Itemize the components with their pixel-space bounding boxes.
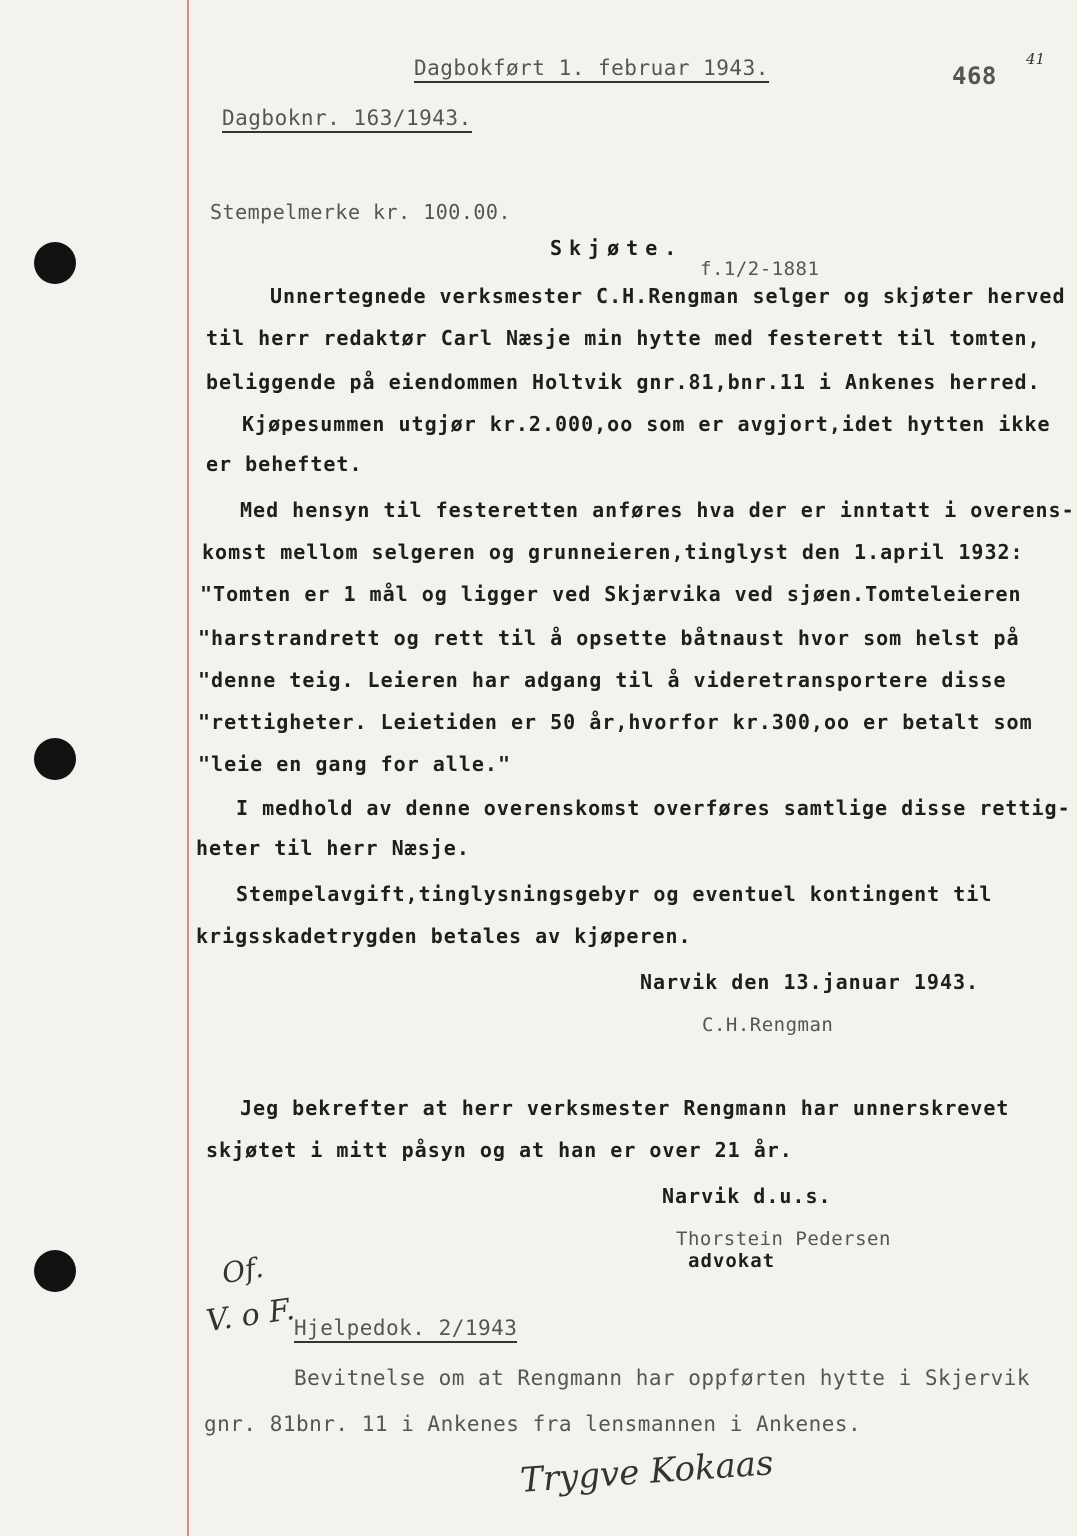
body-line: Stempelavgift,tinglysningsgebyr og eventuel kontingent til	[236, 882, 993, 906]
body-line: komst mellom selgeren og grunneieren,tinglyst den 1.april 1932:	[202, 540, 1024, 564]
confirm-place: Narvik d.u.s.	[662, 1184, 832, 1208]
body-line: I medhold av denne overenskomst overføres samtlige disse rettig-	[236, 796, 1071, 820]
body-line: beliggende på eiendommen Holtvik gnr.81,bnr.11 i Ankenes herred.	[206, 370, 1041, 394]
body-line: heter til herr Næsje.	[196, 836, 470, 860]
body-line: "denne teig. Leieren har adgang til å videretransportere disse	[198, 668, 1007, 692]
confirm-line: Jeg bekrefter at herr verksmester Rengmann har unnerskrevet	[240, 1096, 1010, 1120]
margin-line	[187, 0, 189, 1536]
aux-line: Bevitnelse om at Rengmann har oppførten hytte i Skjervik	[294, 1366, 1031, 1390]
body-line: Unnertegnede verksmester C.H.Rengman selger og skjøter herved	[270, 284, 1066, 308]
seller-name: C.H.Rengman	[702, 1014, 834, 1036]
aux-document-number: Hjelpedok. 2/1943	[294, 1316, 517, 1343]
body-line: "Tomten er 1 mål og ligger ved Skjærvika ved sjøen.Tomteleieren	[200, 582, 1022, 606]
punch-hole-middle	[34, 738, 76, 780]
handwritten-signature: Trygve Kokaas	[518, 1443, 775, 1501]
body-line: "rettigheter. Leietiden er 50 år,hvorfor kr.300,oo er betalt som	[198, 710, 1033, 734]
margin-note: Of.	[219, 1250, 266, 1291]
confirm-line: skjøtet i mitt påsyn og at han er over 21 år.	[206, 1138, 793, 1162]
page-number: 468	[952, 62, 997, 90]
punch-hole-bottom	[34, 1250, 76, 1292]
page-number-suffix: 41	[1026, 50, 1046, 68]
document-title: Skjøte.	[550, 236, 684, 260]
witness-name: Thorstein Pedersen	[676, 1228, 891, 1250]
stamp-duty: Stempelmerke kr. 100.00.	[210, 200, 511, 224]
journal-date: Dagbokført 1. februar 1943.	[414, 56, 769, 83]
body-line: "leie en gang for alle."	[198, 752, 511, 776]
body-line: til herr redaktør Carl Næsje min hytte med festerett til tomten,	[206, 326, 1041, 350]
body-line: krigsskadetrygden betales av kjøperen.	[196, 924, 692, 948]
punch-hole-top	[34, 242, 76, 284]
place-date: Narvik den 13.januar 1943.	[640, 970, 980, 994]
birth-note: f.1/2-1881	[700, 258, 820, 280]
body-line: "harstrandrett og rett til å opsette båtnaust hvor som helst på	[198, 626, 1020, 650]
margin-note: V. o F.	[203, 1291, 297, 1340]
body-line: Kjøpesummen utgjør kr.2.000,oo som er avgjort,idet hytten ikke	[242, 412, 1051, 436]
aux-line: gnr. 81bnr. 11 i Ankenes fra lensmannen i Ankenes.	[204, 1412, 862, 1436]
witness-title: advokat	[688, 1250, 776, 1272]
body-line: er beheftet.	[206, 452, 363, 476]
body-line: Med hensyn til festeretten anføres hva der er inntatt i overens-	[240, 498, 1075, 522]
journal-number: Dagboknr. 163/1943.	[222, 106, 472, 133]
